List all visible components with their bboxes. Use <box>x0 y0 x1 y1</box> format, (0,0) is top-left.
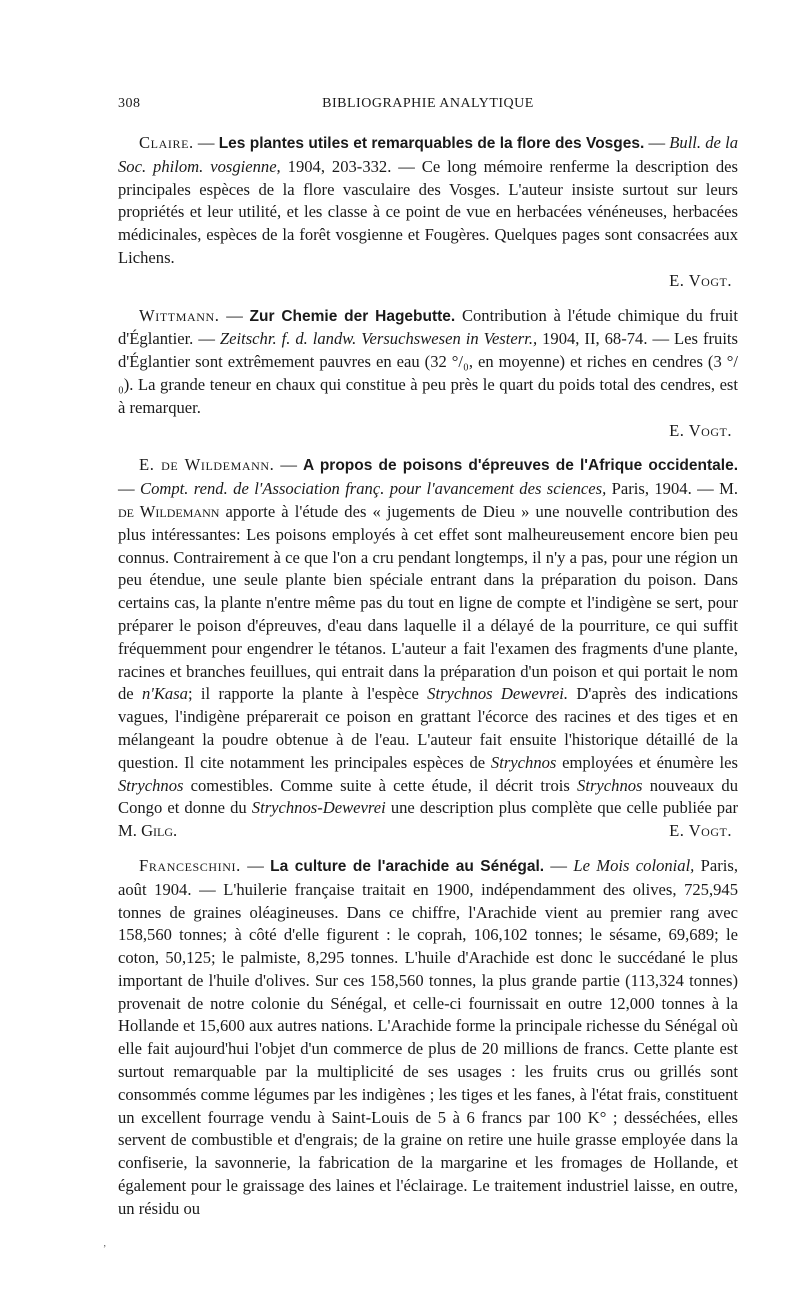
entry-body: D'après des indications vagues, l'indigène préparerait ce poison en grattant l'écorce des racines et des tiges et en mélangeant la poudre obtenue à de l'eau. L'auteur fait ensuite l'historique détaillé de la question. Il cite notamment les principales espèces de <box>118 684 738 772</box>
entry-author: Franceschini. <box>139 855 241 875</box>
entry-text <box>118 132 738 270</box>
separator: — <box>219 305 250 325</box>
entry-body: Contribution à l'étude chimique du fruit d'Églantier. — <box>118 305 739 349</box>
bibliography-entry <box>118 132 738 293</box>
entry-source: Bull. de la Soc. philom. vosgienne, <box>118 133 739 176</box>
entry-signature: E. Vogt. <box>669 420 732 440</box>
separator: — <box>193 133 219 152</box>
entry-source: Compt. rend. de l'Association franç. pour l'avancement des sciences, <box>140 479 607 499</box>
page <box>118 96 738 1233</box>
entry-body: ; il rapporte la plante à l'espèce <box>187 684 428 704</box>
species-term: Strychnos-Dewevrei <box>251 798 386 818</box>
separator: — <box>240 855 271 875</box>
entry-body: une description plus complète que celle publiée par M. <box>118 798 738 841</box>
separator: — <box>644 133 670 152</box>
entry-body: Paris, 1904. — M. <box>606 479 738 499</box>
entry-title: La culture de l'arachide au Sénégal. <box>270 857 545 875</box>
entry-text <box>118 454 738 843</box>
bibliography-entry <box>118 855 738 1221</box>
entry-title: Zur Chemie der Hagebutte. <box>249 307 456 325</box>
running-header <box>118 96 738 112</box>
species-term: Strychnos Dewevrei. <box>427 684 569 704</box>
entry-body: 1904, II, 68-74. — Les fruits d'Églantier sont extrêmement pauvres en eau (32 °/₀, en moyenne) et riches en cendres (3 °/₀). La grande teneur en chaux qui constitue à peu près le quart du poids total des cendres, est à remarquer. <box>118 329 739 417</box>
separator: — <box>118 479 140 499</box>
bibliography-entry <box>118 305 738 443</box>
entry-signature: E. Vogt. <box>669 821 732 841</box>
entry-body: Paris, août 1904. — L'huilerie française traitait en 1900, indépendamment des olives, 725,945 tonnes de graines oléagineuses. Dans ce chiffre, l'Arachide vient au premier rang avec 158,560 tonnes; à côté d'elle figurent : le coprah, 106,102 tonnes; le sésame, 69,689; le coton, 50,125; le palmiste, 8,295 tonnes. L'huile d'Arachide est donc le succédané le plus important de l'huile d'olives. Sur ces 158,560 tonnes, la plus grande partie (113,324 tonnes) provenait de notre colonie du Sénégal, et celle-ci fournissait en outre 12,000 tonnes à la Hollande et 15,600 aux autres nations. L'Arachide forme la principale richesse du Sénégal où elle fait aujourd'hui l'objet d'un commerce de plus de 20 millions de francs. Cette plante est surtout remarquable par la multiplicité de ses usages : les fruits crus ou grillés sont consommés comme légumes par les indigènes ; les tiges et les fanes, à l'état frais, constituent un excellent fourrage vendu à Saint-Louis de 5 à 6 francs par 100 K° ; desséchées, elles servent de combustible et d'engrais; de la graine on retire une huile grasse employée dans la confiserie, la savonnerie, la fabrication de la margarine et les fromages de Hollande, et également pour le graissage des laines et l'éclairage. Le traitement industriel laisse, en outre, un résidu ou <box>118 855 739 1218</box>
species-term: Strychnos <box>490 752 557 772</box>
entry-text <box>118 305 738 420</box>
entry-body: employées et énumère les <box>556 752 738 772</box>
entry-author: Wittmann. <box>139 305 220 325</box>
entry-body: . <box>173 821 178 841</box>
entry-author: E. de Wildemann. <box>139 455 275 475</box>
separator: — <box>544 855 574 875</box>
species-term: n'Kasa <box>142 684 188 704</box>
species-term: Strychnos <box>577 775 643 795</box>
page-number: 308 <box>118 96 141 111</box>
entry-title: A propos de poisons d'épreuves de l'Afrique occidentale. <box>303 457 739 475</box>
entry-author: Claire. <box>139 133 194 152</box>
entry-source: Le Mois colonial, <box>573 855 695 875</box>
entry-signature: E. Vogt. <box>669 270 732 290</box>
entry-source: Zeitschr. f. d. landw. Versuchswesen in Vesterr., <box>219 329 538 349</box>
entry-body: 1904, 203-332. — Ce long mémoire renferme la description des principales espèces de la flore vasculaire des Vosges. L'auteur insiste surtout sur leurs propriétés et leur utilité, et les classe à ce point de vue en herbacées vénéneuses, herbacées médicinales, espèces de la forêt vosgienne et Fougères. Quelques pages sont consacrées aux Lichens. <box>118 156 738 267</box>
stray-mark: ‚ <box>103 1238 107 1249</box>
bibliography-entry <box>118 454 738 843</box>
entry-body: comestibles. Comme suite à cette étude, il décrit trois <box>183 775 578 795</box>
species-term: Strychnos <box>118 775 184 795</box>
entry-title: Les plantes utiles et remarquables de la flore des Vosges. <box>218 135 645 152</box>
separator: — <box>274 455 304 475</box>
entry-text <box>118 855 738 1221</box>
running-title: BIBLIOGRAPHIE ANALYTIQUE <box>322 96 534 111</box>
entry-body: apporte à l'étude des « jugements de Dieu » une nouvelle contribution des plus intéressantes: Les poisons employés à cet effet sont malheureusement encore bien peu connus. Contrairement à ce que l'on a cru pendant longtemps, il n'y a pas, pour une région un peu étendue, une seule plante bien spéciale entrant dans la préparation du poison. Dans certains cas, la plante n'entre même pas du tout en ligne de compte et l'indigène se sert, pour préparer le poison d'épreuves, d'eau dans laquelle il a délayé de la pourriture, ce qui suffit fréquemment pour engendrer le tétanos. L'auteur a fait l'examen des fragments d'une plante, racines et branches feuillues, qui entrait dans la préparation d'un poison et qui portait le nom de <box>118 501 738 704</box>
author-reference: de Wildemann <box>118 501 220 521</box>
author-reference: Gilg <box>141 821 174 841</box>
entry-body: nouveaux du Congo et donne du <box>118 775 738 818</box>
